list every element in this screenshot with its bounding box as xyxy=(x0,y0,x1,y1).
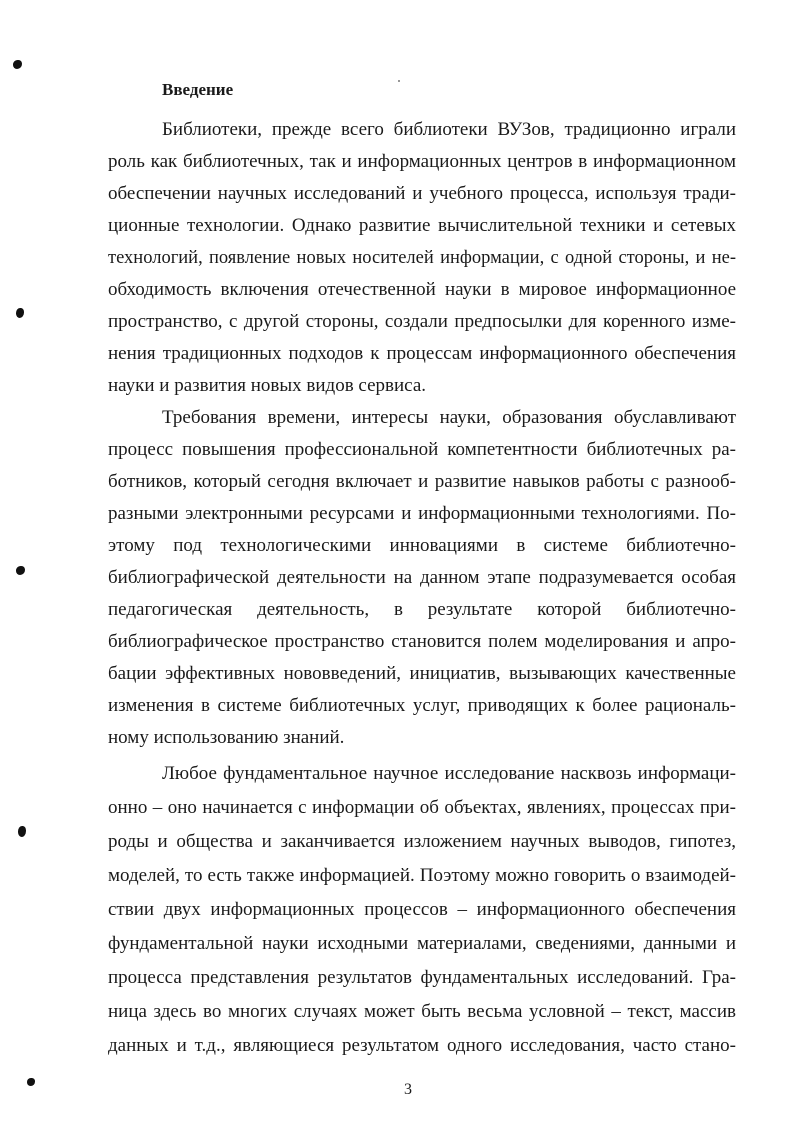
text-line: изменения в системе библиотечных услуг, приводящих к более рациональ- xyxy=(108,695,736,716)
text-line: нения традиционных подходов к процессам информационного обеспечения xyxy=(108,343,736,364)
text-line: данных и т.д., являющиеся результатом одного исследования, часто стано- xyxy=(108,1035,736,1056)
text-line: ница здесь во многих случаях может быть весьма условной – текст, массив xyxy=(108,1001,736,1022)
text-line: этому под технологическими инновациями в системе библиотечно- xyxy=(108,535,736,556)
text-line: процесса представления результатов фундаментальных исследований. Гра- xyxy=(108,967,736,988)
text-line: ботников, который сегодня включает и развитие навыков работы с разнооб- xyxy=(108,471,736,492)
text-line: обходимость включения отечественной науки в мировое информационное xyxy=(108,279,736,300)
page-number: 3 xyxy=(404,1081,412,1098)
text-line: роль как библиотечных, так и информационных центров в информационном xyxy=(108,151,736,172)
text-line: бации эффективных нововведений, инициатив, вызывающих качественные xyxy=(108,663,736,684)
text-line: фундаментальной науки исходными материалами, сведениями, данными и xyxy=(108,933,736,954)
text-line: технологий, появление новых носителей информации, с одной стороны, и не- xyxy=(108,248,736,268)
text-line: процесс повышения профессиональной компетентности библиотечных ра- xyxy=(108,439,736,460)
text-line: обеспечении научных исследований и учебного процесса, используя тради- xyxy=(108,183,736,204)
scan-mark xyxy=(16,308,24,318)
text-line: пространство, с другой стороны, создали предпосылки для коренного изме- xyxy=(108,311,736,332)
text-line: ционные технологии. Однако развитие вычислительной техники и сетевых xyxy=(108,215,736,236)
text-line: разными электронными ресурсами и информационными технологиями. По- xyxy=(108,503,736,524)
scan-mark xyxy=(13,60,22,69)
text-line: роды и общества и заканчивается изложением научных выводов, гипотез, xyxy=(108,831,736,852)
text-line: моделей, то есть также информацией. Поэтому можно говорить о взаимодей- xyxy=(108,865,736,886)
text-line: библиографическое пространство становится полем моделирования и апро- xyxy=(108,631,736,652)
page-title: Введение xyxy=(162,80,234,99)
text-line: науки и развития новых видов сервиса. xyxy=(108,375,427,396)
text-line: библиографической деятельности на данном этапе подразумевается особая xyxy=(108,567,736,588)
scan-speck xyxy=(398,80,400,82)
scan-mark xyxy=(18,826,26,837)
text-line: Требования времени, интересы науки, образования обуславливают xyxy=(162,407,736,428)
text-line: педагогическая деятельность, в результате которой библиотечно- xyxy=(108,599,736,620)
text-line: Библиотеки, прежде всего библиотеки ВУЗов, традиционно играли xyxy=(162,119,736,140)
scan-mark xyxy=(27,1078,35,1086)
text-line: онно – оно начинается с информации об объектах, явлениях, процессах при- xyxy=(108,797,736,818)
text-line: ствии двух информационных процессов – информационного обеспечения xyxy=(108,899,736,920)
text-line: Любое фундаментальное научное исследование насквозь информаци- xyxy=(162,763,736,784)
scan-mark xyxy=(16,566,25,575)
text-line: ному использованию знаний. xyxy=(108,727,345,748)
